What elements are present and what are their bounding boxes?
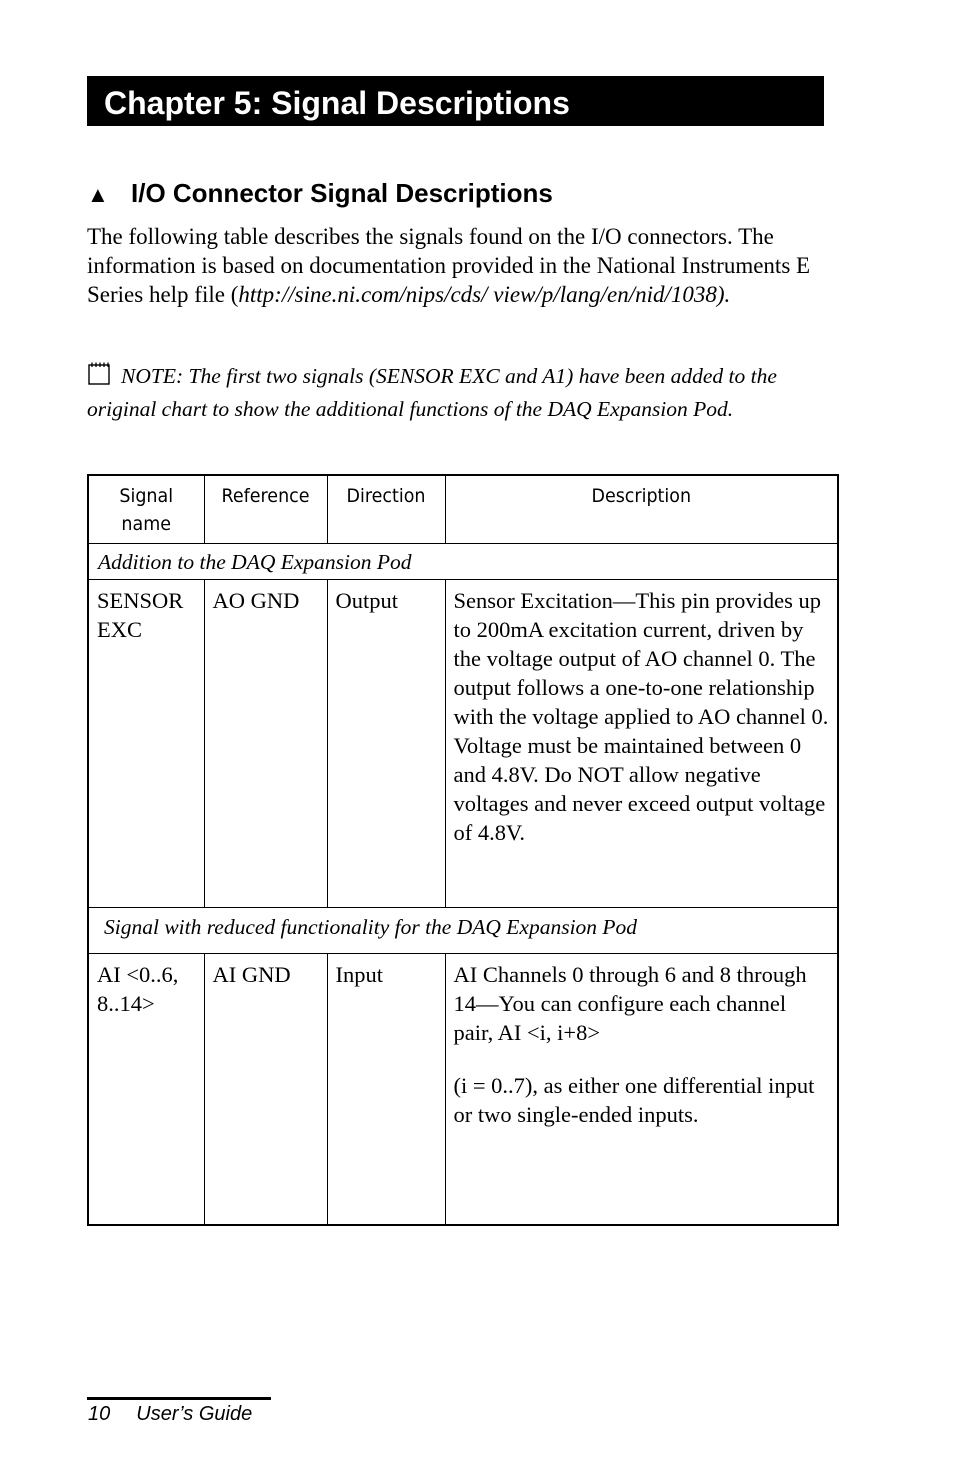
section-heading (87, 176, 553, 212)
signal-table (87, 474, 839, 1226)
triangle-bullet-icon: ▲ (87, 182, 109, 207)
description-cell (445, 953, 838, 1225)
group-heading-addition: Addition to the DAQ Expansion Pod (88, 543, 838, 579)
page-number: 10 (88, 1403, 111, 1425)
footer-rule (87, 1397, 271, 1400)
intro-text: The following table describes the signals found on the I/O connectors. The information is based on documentation provided in the National Instruments E Series help file ( (87, 224, 811, 307)
signal-name-cell: AI <0..6, 8..14> (88, 953, 204, 1225)
page-footer (88, 1401, 252, 1427)
description-paragraph: (i = 0..7), as either one differential input or two single-ended inputs. (453, 1072, 815, 1127)
column-header-description: Description (461, 475, 823, 543)
direction-cell: Output (327, 579, 445, 907)
note-text: NOTE: The first two signals (SENSOR EXC and A1) have been added to the original chart to show the additional functions of the DAQ Expansion Pod. (87, 364, 777, 421)
signal-name-cell: SENSOR EXC (88, 579, 204, 907)
notepad-icon (87, 361, 113, 395)
column-header-signal-name: Signal name (93, 475, 200, 543)
reference-cell: AO GND (204, 579, 327, 907)
table-group-row (88, 907, 838, 953)
help-file-url: http://sine.ni.com/nips/cds/ view/p/lang/en/nid/1038). (238, 282, 731, 307)
column-header-direction: Direction (332, 475, 441, 543)
table-row (88, 579, 838, 907)
note-paragraph (87, 361, 827, 424)
description-paragraph: AI Channels 0 through 6 and 8 through 14—You can configure each channel pair, AI <i, i+8> (453, 961, 807, 1045)
table-header-row (88, 475, 838, 543)
intro-paragraph (87, 222, 827, 309)
direction-cell: Input (327, 953, 445, 1225)
section-title: I/O Connector Signal Descriptions (131, 178, 553, 208)
group-heading-reduced: Signal with reduced functionality for the DAQ Expansion Pod (88, 907, 838, 953)
column-header-reference: Reference (209, 475, 322, 543)
guide-title: User’s Guide (136, 1403, 253, 1425)
description-cell: Sensor Excitation—This pin provides up to 200mA excitation current, driven by the voltage output of AO channel 0. The output follows a one-to-one relationship with the voltage applied to AO channel 0. Voltage must be maintained between 0 and 4.8V. Do NOT allow negative voltages and never exceed output voltage of 4.8V. (445, 579, 838, 907)
chapter-title: Chapter 5: Signal Descriptions (87, 76, 824, 126)
table-row (88, 953, 838, 1225)
reference-cell: AI GND (204, 953, 327, 1225)
table-group-row (88, 543, 838, 579)
